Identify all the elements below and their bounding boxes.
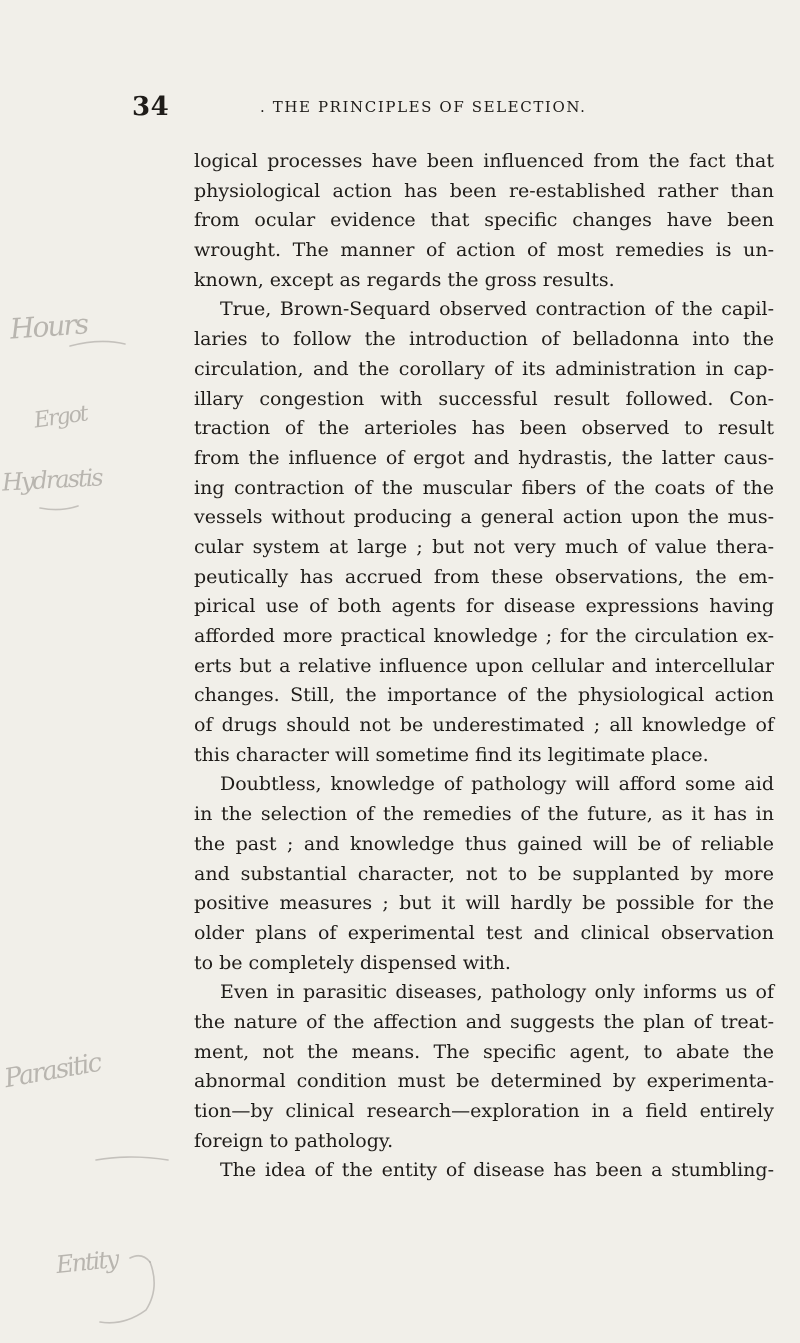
- text-line: ment, not the means. The specific agent, to abate the: [194, 1040, 774, 1063]
- text-line: and substantial character, not to be supplanted by more: [194, 862, 774, 885]
- text-line: circulation, and the corollary of its administration in cap-: [194, 357, 774, 380]
- text-line: foreign to pathology.: [194, 1129, 394, 1152]
- text-line: known, except as regards the gross results.: [194, 268, 615, 291]
- text-line: peutically has accrued from these observations, the em-: [194, 565, 774, 588]
- text-line: tion—by clinical research—exploration in a field entirely: [194, 1100, 774, 1122]
- text-line: this character will sometime find its legitimate place.: [194, 743, 709, 766]
- running-title: . THE PRINCIPLES OF SELECTION.: [260, 98, 587, 116]
- text-line: afforded more practical knowledge ; for the circulation ex-: [194, 625, 774, 647]
- text-line: laries to follow the introduction of belladonna into the: [194, 328, 774, 351]
- text-line: the past ; and knowledge thus gained will be of reliable: [194, 832, 774, 855]
- text-line: traction of the arterioles has been observed to result: [194, 417, 774, 440]
- text-line: vessels without producing a general action upon the mus-: [194, 506, 774, 529]
- text-line: in the selection of the remedies of the future, as it has in: [194, 803, 774, 826]
- text-line: from the influence of ergot and hydrastis, the latter caus-: [194, 446, 774, 469]
- margin-note-handwriting: Ergot: [32, 401, 89, 434]
- margin-note-handwriting: Entity: [54, 1244, 119, 1280]
- text-line: wrought. The manner of action of most remedies is un-: [194, 239, 774, 262]
- text-line: cular system at large ; but not very much of value thera-: [194, 535, 774, 558]
- text-line: Even in parasitic diseases, pathology only informs us of: [220, 981, 774, 1004]
- running-head: [132, 92, 700, 122]
- text-line: logical processes have been influenced from the fact that: [194, 150, 774, 172]
- text-line: positive measures ; but it will hardly be possible for the: [194, 892, 774, 915]
- pencil-scribble-icon: [0, 0, 180, 1343]
- text-line: abnormal condition must be determined by experimenta-: [194, 1070, 774, 1093]
- text-line: from ocular evidence that specific changes have been: [194, 209, 774, 232]
- text-line: illary congestion with successful result followed. Con-: [194, 387, 774, 410]
- body-text: [194, 147, 774, 1186]
- text-line: older plans of experimental test and clinical observation: [194, 921, 774, 944]
- margin-note-handwriting: Parasitic: [2, 1047, 103, 1095]
- text-line: to be completely dispensed with.: [194, 951, 511, 974]
- text-line: ing contraction of the muscular fibers of the coats of the: [194, 476, 774, 499]
- text-line: pirical use of both agents for disease expressions having: [194, 595, 774, 618]
- text-line: changes. Still, the importance of the physiological action: [194, 684, 774, 707]
- margin-note-handwriting: Hydrastis: [1, 463, 103, 497]
- text-line: The idea of the entity of disease has been a stumbling-: [220, 1159, 774, 1182]
- text-line: physiological action has been re-established rather than: [194, 179, 774, 202]
- page-number: 34: [132, 92, 170, 122]
- text-line: erts but a relative influence upon cellular and intercellular: [194, 654, 774, 677]
- text-line: Doubtless, knowledge of pathology will afford some aid: [220, 773, 774, 796]
- margin-annotations: [0, 0, 180, 1343]
- text-line: True, Brown-Sequard observed contraction of the capil-: [220, 298, 774, 321]
- text-line: the nature of the affection and suggests the plan of treat-: [194, 1010, 774, 1033]
- text-line: of drugs should not be underestimated ; all knowledge of: [194, 714, 774, 737]
- margin-note-handwriting: Hours: [8, 307, 89, 346]
